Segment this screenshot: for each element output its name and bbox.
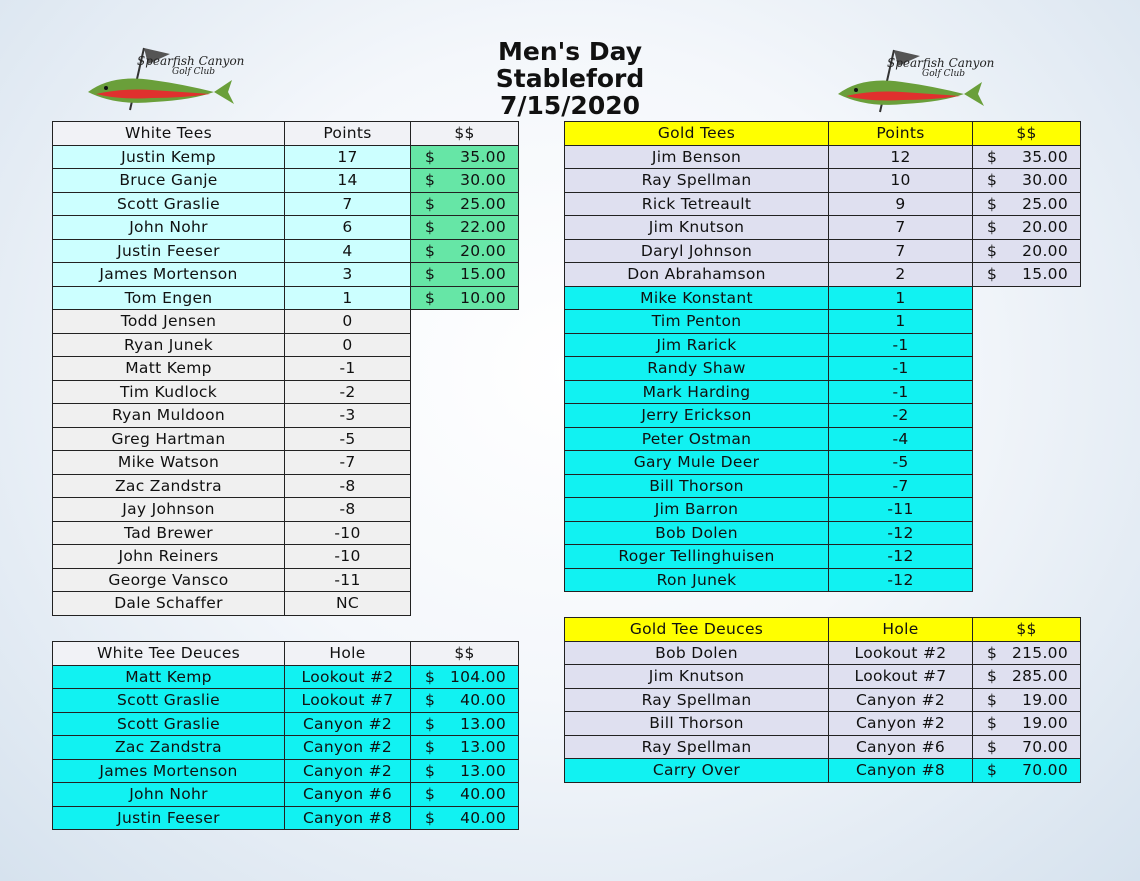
table-row: [53, 759, 519, 783]
money-value: 40.00: [460, 691, 506, 710]
table-row: [565, 404, 1081, 428]
table-row: [565, 427, 1081, 451]
table-header-row: [565, 122, 1081, 146]
player-name: Jay Johnson: [53, 498, 285, 522]
empty-cell: [411, 357, 519, 381]
empty-cell: [411, 545, 519, 569]
money-value: 70.00: [1022, 737, 1068, 756]
currency-symbol: $: [425, 808, 436, 827]
player-name: Jerry Erickson: [565, 404, 829, 428]
trout-flag-logo-icon: [82, 40, 257, 120]
player-name: George Vansco: [53, 568, 285, 592]
empty-cell: [411, 474, 519, 498]
table-row: [53, 357, 519, 381]
money-cell: [411, 263, 519, 287]
empty-cell: [411, 404, 519, 428]
player-name: Ron Junek: [565, 568, 829, 592]
currency-symbol: $: [987, 690, 998, 709]
points-cell: 7: [285, 192, 411, 216]
club-logo-left: [82, 40, 257, 120]
table-row: [53, 263, 519, 287]
hole-cell: Lookout #2: [285, 665, 411, 689]
money-value: 25.00: [1022, 194, 1068, 213]
player-name: Bob Dolen: [565, 641, 829, 665]
currency-symbol: $: [425, 714, 436, 733]
empty-cell: [973, 568, 1081, 592]
table-row: [53, 239, 519, 263]
player-name: Matt Kemp: [53, 357, 285, 381]
player-name: Jim Barron: [565, 498, 829, 522]
logo-subname: Golf Club: [922, 69, 966, 79]
table-row: [53, 689, 519, 713]
club-logo-right: [832, 42, 1007, 122]
trout-flag-logo-icon: [832, 42, 1007, 122]
table-row: [565, 286, 1081, 310]
white-tee-deuces-table: [52, 641, 519, 830]
currency-symbol: $: [987, 218, 998, 237]
money-cell: [973, 145, 1081, 169]
title-line-1: Men's Day: [497, 37, 643, 66]
money-value: 19.00: [1022, 690, 1068, 709]
column-header: $$: [973, 618, 1081, 642]
money-value: 104.00: [449, 667, 506, 686]
gold-tees-table: [564, 121, 1081, 592]
points-cell: 12: [829, 145, 973, 169]
money-value: 40.00: [460, 785, 506, 804]
empty-cell: [411, 427, 519, 451]
table-row: [565, 192, 1081, 216]
currency-symbol: $: [425, 265, 436, 284]
player-name: Scott Graslie: [53, 712, 285, 736]
empty-cell: [973, 427, 1081, 451]
player-name: John Nohr: [53, 783, 285, 807]
money-value: 19.00: [1022, 714, 1068, 733]
player-name: Zac Zandstra: [53, 474, 285, 498]
points-cell: -4: [829, 427, 973, 451]
money-value: 20.00: [1022, 241, 1068, 260]
player-name: Jim Rarick: [565, 333, 829, 357]
table-row: [53, 592, 519, 616]
points-cell: 3: [285, 263, 411, 287]
points-cell: 7: [829, 239, 973, 263]
player-name: Don Abrahamson: [565, 263, 829, 287]
table-row: [565, 145, 1081, 169]
money-value: 35.00: [460, 147, 506, 166]
points-cell: -8: [285, 474, 411, 498]
money-value: 13.00: [460, 714, 506, 733]
money-cell: [973, 712, 1081, 736]
currency-symbol: $: [425, 691, 436, 710]
logo-subname: Golf Club: [172, 67, 216, 77]
currency-symbol: $: [987, 737, 998, 756]
table-header-row: [53, 122, 519, 146]
money-cell: [973, 169, 1081, 193]
logo-name: Spearfish Canyon: [887, 56, 995, 70]
empty-cell: [973, 286, 1081, 310]
money-cell: [411, 783, 519, 807]
column-header: Hole: [285, 642, 411, 666]
money-cell: [973, 665, 1081, 689]
points-cell: -7: [285, 451, 411, 475]
points-cell: -3: [285, 404, 411, 428]
player-name: Daryl Johnson: [565, 239, 829, 263]
currency-symbol: $: [425, 171, 436, 190]
table-row: [53, 404, 519, 428]
currency-symbol: $: [425, 785, 436, 804]
currency-symbol: $: [987, 667, 998, 686]
money-value: 13.00: [460, 738, 506, 757]
currency-symbol: $: [425, 241, 436, 260]
table-row: [53, 169, 519, 193]
empty-cell: [973, 357, 1081, 381]
points-cell: 6: [285, 216, 411, 240]
money-cell: [411, 192, 519, 216]
money-cell: [411, 239, 519, 263]
points-cell: -5: [829, 451, 973, 475]
player-name: Mark Harding: [565, 380, 829, 404]
points-cell: 1: [829, 310, 973, 334]
table-row: [565, 568, 1081, 592]
player-name: Ray Spellman: [565, 735, 829, 759]
money-value: 30.00: [1022, 171, 1068, 190]
player-name: Matt Kemp: [53, 665, 285, 689]
player-name: Tad Brewer: [53, 521, 285, 545]
column-header: Points: [829, 122, 973, 146]
empty-cell: [973, 474, 1081, 498]
player-name: Peter Ostman: [565, 427, 829, 451]
points-cell: -8: [285, 498, 411, 522]
currency-symbol: $: [987, 241, 998, 260]
points-cell: -1: [829, 333, 973, 357]
money-cell: [411, 806, 519, 830]
table-row: [53, 145, 519, 169]
money-cell: [411, 216, 519, 240]
table-row: [53, 310, 519, 334]
table-row: [565, 545, 1081, 569]
page-title: [420, 38, 720, 119]
money-cell: [411, 689, 519, 713]
player-name: Gary Mule Deer: [565, 451, 829, 475]
money-value: 10.00: [460, 288, 506, 307]
table-row: [565, 521, 1081, 545]
hole-cell: Lookout #7: [829, 665, 973, 689]
table-row: [565, 688, 1081, 712]
empty-cell: [411, 310, 519, 334]
player-name: Tim Penton: [565, 310, 829, 334]
money-cell: [411, 759, 519, 783]
money-value: 13.00: [460, 761, 506, 780]
money-cell: [411, 145, 519, 169]
player-name: Mike Watson: [53, 451, 285, 475]
player-name: John Reiners: [53, 545, 285, 569]
column-header: $$: [411, 642, 519, 666]
points-cell: 1: [285, 286, 411, 310]
table-row: [565, 498, 1081, 522]
currency-symbol: $: [987, 194, 998, 213]
table-row: [53, 380, 519, 404]
money-cell: [973, 759, 1081, 783]
column-header: Gold Tees: [565, 122, 829, 146]
currency-symbol: $: [425, 194, 436, 213]
hole-cell: Lookout #2: [829, 641, 973, 665]
player-name: Greg Hartman: [53, 427, 285, 451]
money-value: 25.00: [460, 194, 506, 213]
player-name: John Nohr: [53, 216, 285, 240]
table-row: [565, 333, 1081, 357]
table-row: [565, 735, 1081, 759]
points-cell: -7: [829, 474, 973, 498]
logo-name: Spearfish Canyon: [137, 54, 245, 68]
empty-cell: [973, 404, 1081, 428]
currency-symbol: $: [987, 714, 998, 733]
money-cell: [411, 665, 519, 689]
money-cell: [973, 192, 1081, 216]
player-name: Carry Over: [565, 759, 829, 783]
empty-cell: [411, 521, 519, 545]
table-row: [53, 783, 519, 807]
hole-cell: Canyon #6: [285, 783, 411, 807]
hole-cell: Canyon #8: [829, 759, 973, 783]
column-header: Gold Tee Deuces: [565, 618, 829, 642]
empty-cell: [973, 545, 1081, 569]
points-cell: 0: [285, 310, 411, 334]
money-value: 15.00: [460, 265, 506, 284]
table-row: [53, 736, 519, 760]
points-cell: -1: [285, 357, 411, 381]
player-name: Bruce Ganje: [53, 169, 285, 193]
hole-cell: Canyon #2: [285, 736, 411, 760]
currency-symbol: $: [425, 147, 436, 166]
white-tees-table: [52, 121, 519, 616]
empty-cell: [973, 310, 1081, 334]
gold-tee-deuces-table: [564, 617, 1081, 783]
table-row: [53, 286, 519, 310]
currency-symbol: $: [425, 738, 436, 757]
player-name: Roger Tellinghuisen: [565, 545, 829, 569]
column-header: White Tee Deuces: [53, 642, 285, 666]
player-name: Rick Tetreault: [565, 192, 829, 216]
points-cell: -11: [829, 498, 973, 522]
money-value: 285.00: [1011, 667, 1068, 686]
table-row: [565, 759, 1081, 783]
table-row: [565, 474, 1081, 498]
points-cell: 1: [829, 286, 973, 310]
table-row: [53, 665, 519, 689]
table-row: [53, 333, 519, 357]
currency-symbol: $: [425, 288, 436, 307]
empty-cell: [411, 592, 519, 616]
currency-symbol: $: [425, 667, 436, 686]
player-name: Ray Spellman: [565, 169, 829, 193]
money-value: 20.00: [1022, 218, 1068, 237]
points-cell: -12: [829, 521, 973, 545]
empty-cell: [973, 380, 1081, 404]
player-name: Zac Zandstra: [53, 736, 285, 760]
player-name: Ray Spellman: [565, 688, 829, 712]
points-cell: -10: [285, 545, 411, 569]
points-cell: NC: [285, 592, 411, 616]
column-header: $$: [411, 122, 519, 146]
money-cell: [973, 641, 1081, 665]
table-row: [53, 216, 519, 240]
points-cell: 7: [829, 216, 973, 240]
empty-cell: [411, 568, 519, 592]
table-row: [565, 641, 1081, 665]
player-name: Todd Jensen: [53, 310, 285, 334]
table-header-row: [565, 618, 1081, 642]
player-name: Mike Konstant: [565, 286, 829, 310]
currency-symbol: $: [987, 761, 998, 780]
player-name: Jim Knutson: [565, 216, 829, 240]
hole-cell: Canyon #2: [829, 712, 973, 736]
column-header: $$: [973, 122, 1081, 146]
money-cell: [973, 216, 1081, 240]
player-name: James Mortenson: [53, 263, 285, 287]
player-name: Jim Knutson: [565, 665, 829, 689]
money-value: 15.00: [1022, 265, 1068, 284]
player-name: Bill Thorson: [565, 474, 829, 498]
player-name: Scott Graslie: [53, 689, 285, 713]
hole-cell: Canyon #2: [829, 688, 973, 712]
column-header: Points: [285, 122, 411, 146]
player-name: Scott Graslie: [53, 192, 285, 216]
player-name: Ryan Muldoon: [53, 404, 285, 428]
currency-symbol: $: [987, 643, 998, 662]
money-cell: [973, 688, 1081, 712]
player-name: Randy Shaw: [565, 357, 829, 381]
empty-cell: [411, 333, 519, 357]
empty-cell: [411, 498, 519, 522]
currency-symbol: $: [987, 147, 998, 166]
currency-symbol: $: [987, 171, 998, 190]
hole-cell: Canyon #6: [829, 735, 973, 759]
empty-cell: [973, 451, 1081, 475]
table-row: [565, 665, 1081, 689]
money-cell: [411, 736, 519, 760]
player-name: Ryan Junek: [53, 333, 285, 357]
points-cell: 14: [285, 169, 411, 193]
points-cell: 4: [285, 239, 411, 263]
empty-cell: [973, 521, 1081, 545]
hole-cell: Canyon #8: [285, 806, 411, 830]
money-cell: [411, 169, 519, 193]
points-cell: -11: [285, 568, 411, 592]
table-row: [53, 498, 519, 522]
points-cell: -12: [829, 568, 973, 592]
column-header: White Tees: [53, 122, 285, 146]
title-line-2: Stableford: [495, 64, 645, 93]
money-value: 215.00: [1011, 643, 1068, 662]
player-name: James Mortenson: [53, 759, 285, 783]
hole-cell: Canyon #2: [285, 759, 411, 783]
money-value: 70.00: [1022, 761, 1068, 780]
money-value: 30.00: [460, 171, 506, 190]
points-cell: 2: [829, 263, 973, 287]
table-row: [565, 310, 1081, 334]
money-value: 20.00: [460, 241, 506, 260]
points-cell: -1: [829, 380, 973, 404]
table-row: [53, 427, 519, 451]
points-cell: -12: [829, 545, 973, 569]
table-row: [565, 169, 1081, 193]
empty-cell: [973, 333, 1081, 357]
currency-symbol: $: [425, 218, 436, 237]
table-row: [565, 357, 1081, 381]
table-row: [53, 192, 519, 216]
table-row: [53, 451, 519, 475]
table-row: [53, 806, 519, 830]
points-cell: -1: [829, 357, 973, 381]
points-cell: 0: [285, 333, 411, 357]
points-cell: 9: [829, 192, 973, 216]
points-cell: 10: [829, 169, 973, 193]
table-row: [565, 712, 1081, 736]
table-row: [565, 216, 1081, 240]
table-row: [565, 451, 1081, 475]
table-row: [53, 568, 519, 592]
money-cell: [411, 286, 519, 310]
player-name: Dale Schaffer: [53, 592, 285, 616]
points-cell: -2: [285, 380, 411, 404]
title-line-3: 7/15/2020: [499, 91, 641, 120]
hole-cell: Lookout #7: [285, 689, 411, 713]
money-value: 40.00: [460, 808, 506, 827]
empty-cell: [411, 451, 519, 475]
table-row: [53, 712, 519, 736]
table-row: [53, 545, 519, 569]
money-cell: [973, 735, 1081, 759]
money-value: 22.00: [460, 218, 506, 237]
money-value: 35.00: [1022, 147, 1068, 166]
table-header-row: [53, 642, 519, 666]
money-cell: [411, 712, 519, 736]
points-cell: -2: [829, 404, 973, 428]
empty-cell: [973, 498, 1081, 522]
table-row: [53, 521, 519, 545]
player-name: Jim Benson: [565, 145, 829, 169]
player-name: Justin Feeser: [53, 806, 285, 830]
points-cell: -10: [285, 521, 411, 545]
hole-cell: Canyon #2: [285, 712, 411, 736]
column-header: Hole: [829, 618, 973, 642]
table-row: [565, 380, 1081, 404]
points-cell: 17: [285, 145, 411, 169]
table-row: [53, 474, 519, 498]
currency-symbol: $: [425, 761, 436, 780]
player-name: Tim Kudlock: [53, 380, 285, 404]
table-row: [565, 263, 1081, 287]
money-cell: [973, 263, 1081, 287]
player-name: Bob Dolen: [565, 521, 829, 545]
currency-symbol: $: [987, 265, 998, 284]
points-cell: -5: [285, 427, 411, 451]
player-name: Tom Engen: [53, 286, 285, 310]
player-name: Justin Kemp: [53, 145, 285, 169]
money-cell: [973, 239, 1081, 263]
player-name: Justin Feeser: [53, 239, 285, 263]
player-name: Bill Thorson: [565, 712, 829, 736]
empty-cell: [411, 380, 519, 404]
table-row: [565, 239, 1081, 263]
